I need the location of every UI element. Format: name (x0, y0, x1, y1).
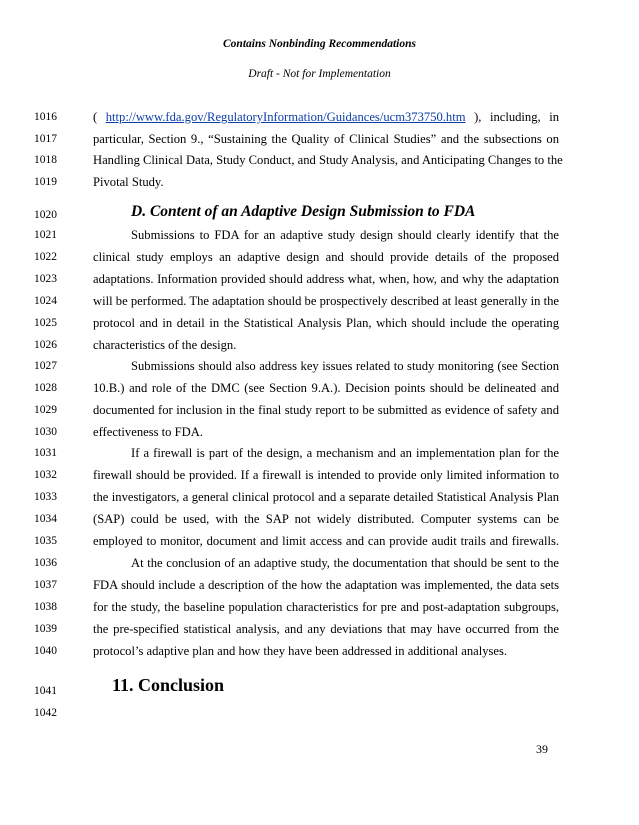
line-text: the pre-specified statistical analysis, and any deviations that may have occurred from the (93, 622, 559, 636)
line-number: 1035 (34, 535, 57, 547)
line-number: 1020 (34, 209, 57, 221)
line-number: 1028 (34, 382, 57, 394)
line-number: 1016 (34, 111, 57, 123)
line-number: 1040 (34, 645, 57, 657)
line-text (93, 108, 559, 126)
line-text: Handling Clinical Data, Study Conduct, and Study Analysis, and Anticipating Changes to the (93, 153, 563, 167)
line-number: 1033 (34, 491, 57, 503)
line-1017 (0, 130, 639, 148)
line-1022 (0, 248, 639, 266)
line-1025 (0, 314, 639, 332)
line-text: Submissions should also address key issues related to study monitoring (see Section (131, 359, 559, 373)
line-1034 (0, 510, 639, 528)
line-number: 1022 (34, 251, 57, 263)
line-text: FDA should include a description of the how the adaptation was implemented, the data sets (93, 578, 559, 592)
line-number: 1023 (34, 273, 57, 285)
header-draft: Draft - Not for Implementation (248, 68, 391, 80)
line-1036 (0, 554, 639, 572)
line-1016 (0, 108, 639, 126)
line-1023 (0, 270, 639, 288)
line-1024 (0, 292, 639, 310)
line-text: documented for inclusion in the final study report to be submitted as evidence of safety and (93, 403, 559, 417)
line-1035 (0, 532, 639, 550)
line-1028 (0, 379, 639, 397)
line-text: 10.B.) and role of the DMC (see Section 9.A.). Decision points should be delineated and (93, 381, 559, 395)
line-text: Submissions to FDA for an adaptive study design should clearly identify that the (131, 228, 559, 242)
line-1039 (0, 620, 639, 638)
line-1040 (0, 642, 639, 660)
line-post: ), including, in (465, 110, 559, 124)
line-text: employed to monitor, document and limit access and can provide audit trails and firewalls. (93, 534, 559, 548)
line-1033 (0, 488, 639, 506)
line-number: 1026 (34, 339, 57, 351)
page-number: 39 (536, 742, 548, 756)
line-text: protocol and in detail in the Statistical Analysis Plan, which should include the operating (93, 316, 559, 330)
line-text: the investigators, a general clinical protocol and a separate detailed Statistical Analysis Plan (93, 490, 559, 504)
line-number: 1025 (34, 317, 57, 329)
line-1042 (0, 704, 639, 722)
line-number: 1036 (34, 557, 57, 569)
line-number: 1030 (34, 426, 57, 438)
line-number: 1017 (34, 133, 57, 145)
line-number: 1037 (34, 579, 57, 591)
line-1038 (0, 598, 639, 616)
line-number: 1031 (34, 447, 57, 459)
line-text: clinical study employs an adaptive design and should provide details of the proposed (93, 250, 559, 264)
line-text: will be performed. The adaptation should be prospectively described at least generally in the (93, 294, 559, 308)
line-number: 1018 (34, 154, 57, 166)
line-1037 (0, 576, 639, 594)
line-number: 1038 (34, 601, 57, 613)
line-text: If a firewall is part of the design, a mechanism and an implementation plan for the (131, 446, 559, 460)
line-1041 (0, 675, 639, 697)
line-text: firewall should be provided. If a firewall is intended to provide only limited information to (93, 468, 559, 482)
line-text: particular, Section 9., “Sustaining the Quality of Clinical Studies” and the subsections on (93, 132, 559, 146)
line-1026 (0, 336, 639, 354)
line-number: 1019 (34, 176, 57, 188)
line-number: 1041 (34, 685, 57, 697)
line-1029 (0, 401, 639, 419)
header-nonbinding: Contains Nonbinding Recommendations (223, 38, 416, 50)
line-text: protocol’s adaptive plan and how they have been addressed in additional analyses. (93, 644, 508, 658)
line-number: 1039 (34, 623, 57, 635)
line-1021 (0, 226, 639, 244)
line-1027 (0, 357, 639, 375)
line-1031 (0, 444, 639, 462)
line-1018 (0, 151, 639, 169)
line-1032 (0, 466, 639, 484)
line-text: characteristics of the design. (93, 338, 237, 352)
guidance-link[interactable]: http://www.fda.gov/RegulatoryInformation/Guidances/ucm373750.htm (105, 110, 466, 124)
line-text: At the conclusion of an adaptive study, the documentation that should be sent to the (131, 556, 559, 570)
line-1020 (0, 204, 639, 222)
line-number: 1032 (34, 469, 57, 481)
line-text: for the study, the baseline population characteristics for pre and post-adaptation subgroups, (93, 600, 559, 614)
line-number: 1021 (34, 229, 57, 241)
line-number: 1027 (34, 360, 57, 372)
line-1030 (0, 423, 639, 441)
line-text: effectiveness to FDA. (93, 425, 203, 439)
line-1019 (0, 173, 639, 191)
line-number: 1034 (34, 513, 57, 525)
line-number: 1024 (34, 295, 57, 307)
chapter-heading: 11. Conclusion (112, 675, 225, 695)
line-text: (SAP) could be used, with the SAP not widely distributed. Computer systems can be (93, 512, 559, 526)
line-number: 1029 (34, 404, 57, 416)
line-text: Pivotal Study. (93, 175, 164, 189)
section-heading: D. Content of an Adaptive Design Submission to FDA (131, 203, 476, 220)
line-text: adaptations. Information provided should address what, when, how, and why the adaptation (93, 272, 559, 286)
line-pre: ( (93, 110, 106, 124)
line-number: 1042 (34, 707, 57, 719)
